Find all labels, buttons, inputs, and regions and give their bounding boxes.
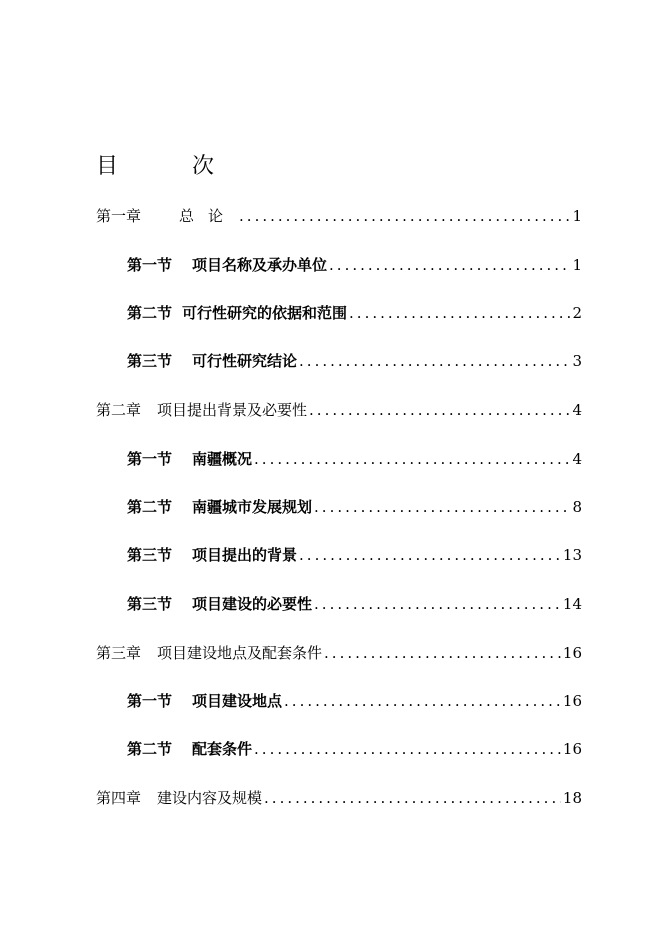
toc-leader-dots bbox=[329, 253, 570, 277]
toc-entry-section-1-1[interactable] bbox=[127, 253, 582, 277]
toc-entry-page: 16 bbox=[562, 740, 582, 758]
toc-entry-page: 8 bbox=[572, 498, 582, 516]
toc-entry-page: 18 bbox=[562, 789, 582, 807]
toc-entry-number: 第二章 bbox=[96, 401, 142, 419]
toc-leader-dots bbox=[314, 495, 570, 519]
toc-entry-name: 总论 bbox=[179, 207, 238, 225]
toc-title-part2: 次 bbox=[192, 154, 215, 179]
toc-leader-dots bbox=[254, 737, 561, 761]
toc-entry-page: 4 bbox=[572, 450, 582, 468]
toc-entry-chapter-4[interactable] bbox=[96, 786, 582, 810]
toc-entry-name: 建设内容及规模 bbox=[157, 789, 263, 807]
toc-entry-section-1-2[interactable] bbox=[127, 301, 582, 325]
toc-entry-name: 项目建设地点 bbox=[192, 692, 283, 710]
toc-entry-number: 第三节 bbox=[127, 352, 173, 370]
toc-entry-number: 第一节 bbox=[127, 256, 173, 274]
toc-entry-name: 南疆城市发展规划 bbox=[192, 498, 313, 516]
toc-entry-number: 第一章 bbox=[96, 207, 142, 225]
toc-entry-number: 第三节 bbox=[127, 546, 173, 564]
toc-entry-page: 14 bbox=[562, 595, 582, 613]
toc-title-part1: 目 bbox=[96, 154, 119, 179]
toc-entry-name: 南疆概况 bbox=[192, 450, 253, 468]
toc-entry-section-2-2[interactable] bbox=[127, 495, 582, 519]
toc-entry-name: 项目提出背景及必要性 bbox=[157, 401, 308, 419]
toc-leader-dots bbox=[284, 689, 561, 713]
toc-entry-name: 可行性研究结论 bbox=[192, 352, 298, 370]
toc-leader-dots bbox=[324, 641, 561, 665]
toc-entry-page: 4 bbox=[572, 401, 582, 419]
toc-leader-dots bbox=[314, 592, 561, 616]
toc-entry-page: 1 bbox=[572, 256, 582, 274]
toc-entry-page: 1 bbox=[572, 207, 582, 225]
toc-entry-name: 项目建设的必要性 bbox=[192, 595, 313, 613]
toc-entry-page: 16 bbox=[562, 644, 582, 662]
toc-entry-name: 项目建设地点及配套条件 bbox=[157, 644, 323, 662]
toc-entry-number: 第二节 bbox=[127, 740, 173, 758]
toc-entry-number: 第四章 bbox=[96, 789, 142, 807]
toc-leader-dots bbox=[299, 349, 570, 373]
toc-entry-section-2-3[interactable] bbox=[127, 543, 582, 567]
toc-entry-name: 配套条件 bbox=[192, 740, 253, 758]
toc-leader-dots bbox=[239, 204, 570, 228]
toc-title bbox=[96, 152, 214, 182]
toc-leader-dots bbox=[309, 398, 570, 422]
toc-entry-section-3-1[interactable] bbox=[127, 689, 582, 713]
toc-leader-dots bbox=[264, 786, 561, 810]
toc-leader-dots bbox=[254, 447, 570, 471]
toc-entry-number: 第二节 bbox=[127, 304, 173, 322]
toc-entry-number: 第三章 bbox=[96, 644, 142, 662]
toc-entry-number: 第三节 bbox=[127, 595, 173, 613]
toc-entry-section-2-4[interactable] bbox=[127, 592, 582, 616]
toc-entry-section-1-3[interactable] bbox=[127, 349, 582, 373]
toc-entry-page: 2 bbox=[572, 304, 582, 322]
toc-entry-name: 项目提出的背景 bbox=[192, 546, 298, 564]
toc-entry-chapter-3[interactable] bbox=[96, 641, 582, 665]
toc-entry-name: 项目名称及承办单位 bbox=[192, 256, 328, 274]
toc-entry-number: 第一节 bbox=[127, 692, 173, 710]
toc-entry-section-3-2[interactable] bbox=[127, 737, 582, 761]
toc-entry-page: 13 bbox=[562, 546, 582, 564]
toc-entry-page: 3 bbox=[572, 352, 582, 370]
toc-entry-number: 第二节 bbox=[127, 498, 173, 516]
toc-entry-name: 可行性研究的依据和范围 bbox=[182, 304, 348, 322]
toc-entry-number: 第一节 bbox=[127, 450, 173, 468]
toc-entry-chapter-1[interactable] bbox=[96, 204, 582, 228]
toc-entry-page: 16 bbox=[562, 692, 582, 710]
toc-entry-section-2-1[interactable] bbox=[127, 447, 582, 471]
toc-leader-dots bbox=[349, 301, 570, 325]
toc-entry-chapter-2[interactable] bbox=[96, 398, 582, 422]
toc-leader-dots bbox=[299, 543, 561, 567]
